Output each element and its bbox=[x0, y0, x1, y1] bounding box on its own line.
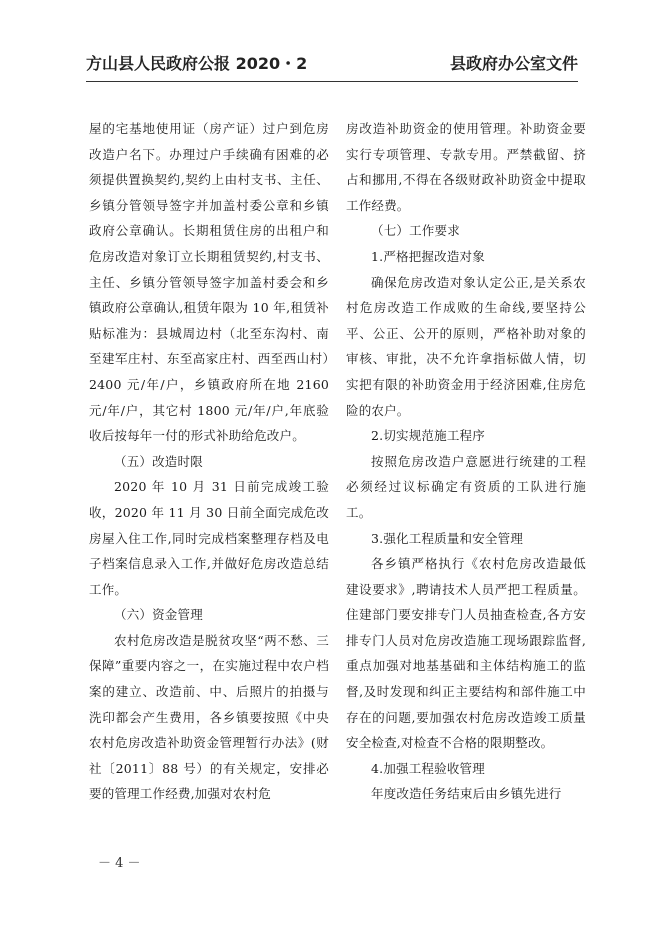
paragraph: 农村危房改造是脱贫攻坚“两不愁、三保障”重要内容之一，在实施过程中农户档案的建立、改造前、中、后照片的拍摄与洗印都会产生费用，各乡镇要按照《中央农村危房改造补助资金管理暂行办法》(财社〔2011〕88 号）的有关规定，安排必要的管理工作经费,加强对农村危 bbox=[89, 632, 329, 802]
subsection-heading: 2.切实规范施工程序 bbox=[371, 428, 485, 444]
paragraph: 2020 年 10 月 31 日前完成竣工验收，2020 年 11 月 30 日前全面完成危改房屋入住工作,同时完成档案整理存档及电子档案信息录入工作,并做好危房改造总结工作。 bbox=[89, 479, 329, 597]
paragraph: 各乡镇严格执行《农村危房改造最低建设要求》,聘请技术人员严把工程质量。住建部门要安排专门人员抽查检查,各方安排专门人员对危房改造施工现场跟踪监督,重点加强对地基基础和主体结构施工的监督,及时发现和纠正主要结构和部件施工中存在的问题,要加强农村危房改造竣工质量安全检查,对检查不合格的限期整改。 bbox=[346, 556, 586, 751]
section-heading: （七）工作要求 bbox=[371, 223, 460, 239]
subsection-heading: 4.加强工程验收管理 bbox=[371, 760, 485, 776]
subsection-heading: 3.强化工程质量和安全管理 bbox=[371, 530, 524, 546]
subsection-heading: 1.严格把握改造对象 bbox=[371, 248, 485, 264]
paragraph: 屋的宅基地使用证（房产证）过户到危房改造户名下。办理过户手续确有困难的必须提供置换契约,契约上由村支书、主任、乡镇分管领导签字并加盖村委公章和乡镇政府公章确认。长期租赁住房的出租户和危房改造对象订立长期租赁契约,村支书、主任、乡镇分管领导签字加盖村委会和乡镇政府公章确认,租赁年限为 10 年,租赁补贴标准为：县城周边村（北至东沟村、南至建军庄村、东至高家庄村、西至西山村）2400 元/年/户，乡镇政府所在地 2160 元/年/户，其它村 1800 元/年/户,年底验收后按每年一付的形式补助给危改户。 bbox=[89, 121, 329, 444]
paragraph: 确保危房改造对象认定公正,是关系农村危房改造工作成败的生命线,要坚持公平、公正、公开的原则，严格补助对象的审核、审批，决不允许拿指标做人情，切实把有限的补助资金用于经济困难,住房危险的农户。 bbox=[346, 274, 586, 418]
header-rule bbox=[86, 81, 578, 82]
paragraph: 按照危房改造户意愿进行统建的工程必须经过议标确定有资质的工队进行施工。 bbox=[346, 453, 586, 520]
page-header bbox=[86, 30, 578, 82]
page-number: － 4 － bbox=[98, 856, 141, 871]
section-heading: （六）资金管理 bbox=[114, 607, 203, 623]
gazette-title: 方山县人民政府公报 2020・2 bbox=[86, 54, 308, 73]
section-heading: （五）改造时限 bbox=[114, 453, 203, 469]
paragraph: 年度改造任务结束后由乡镇先进行 bbox=[371, 786, 562, 802]
paragraph: 房改造补助资金的使用管理。补助资金要实行专项管理、专款专用。严禁截留、挤占和挪用,不得在各级财政补助资金中提取工作经费。 bbox=[346, 121, 586, 213]
right-column bbox=[346, 116, 586, 807]
document-category: 县政府办公室文件 bbox=[449, 54, 578, 73]
left-column bbox=[89, 116, 329, 807]
